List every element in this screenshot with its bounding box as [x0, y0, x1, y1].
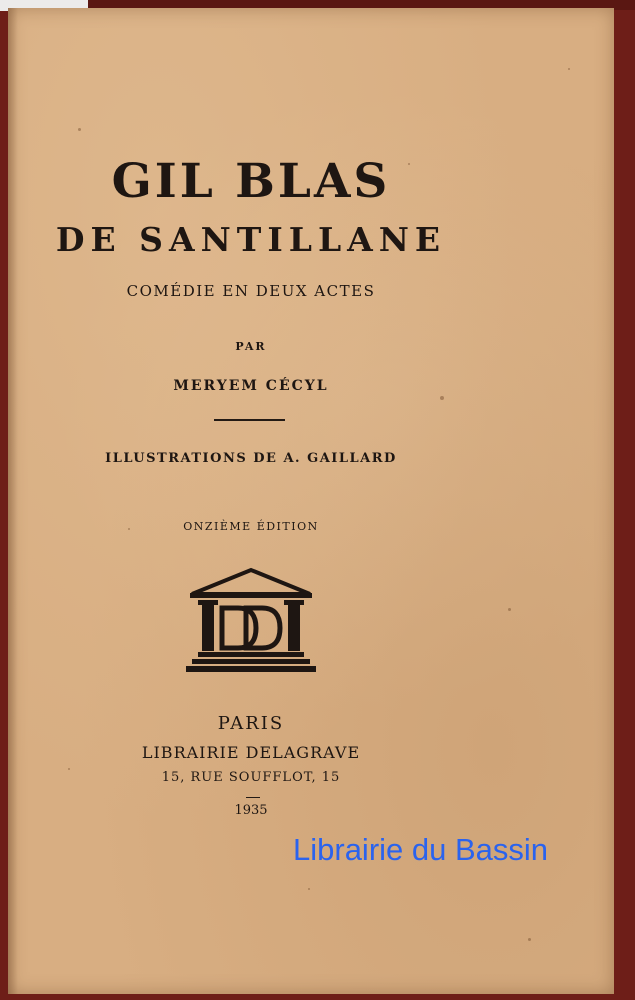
- title-line-1: GIL BLAS: [111, 154, 391, 209]
- author-name: MERYEM CÉCYL: [173, 378, 329, 394]
- imprint-address: 15, RUE SOUFFLOT, 15: [161, 770, 341, 785]
- imprint-city: PARIS: [217, 713, 285, 734]
- year-rule: [246, 797, 260, 798]
- by-label: PAR: [235, 340, 267, 353]
- seller-watermark: Librairie du Bassin: [293, 832, 549, 867]
- publisher-logo-icon: [184, 566, 318, 676]
- imprint-publisher: LIBRAIRIE DELAGRAVE: [141, 743, 361, 762]
- subtitle: COMÉDIE EN DEUX ACTES: [126, 282, 376, 300]
- divider-rule: [214, 419, 285, 421]
- edition-label: ONZIÈME ÉDITION: [183, 520, 319, 533]
- imprint-year: 1935: [234, 803, 268, 818]
- title-line-2: DE SANTILLANE: [55, 220, 447, 259]
- illustrations-credit: ILLUSTRATIONS DE A. GAILLARD: [105, 451, 397, 466]
- page-gutter-shadow: [8, 8, 18, 994]
